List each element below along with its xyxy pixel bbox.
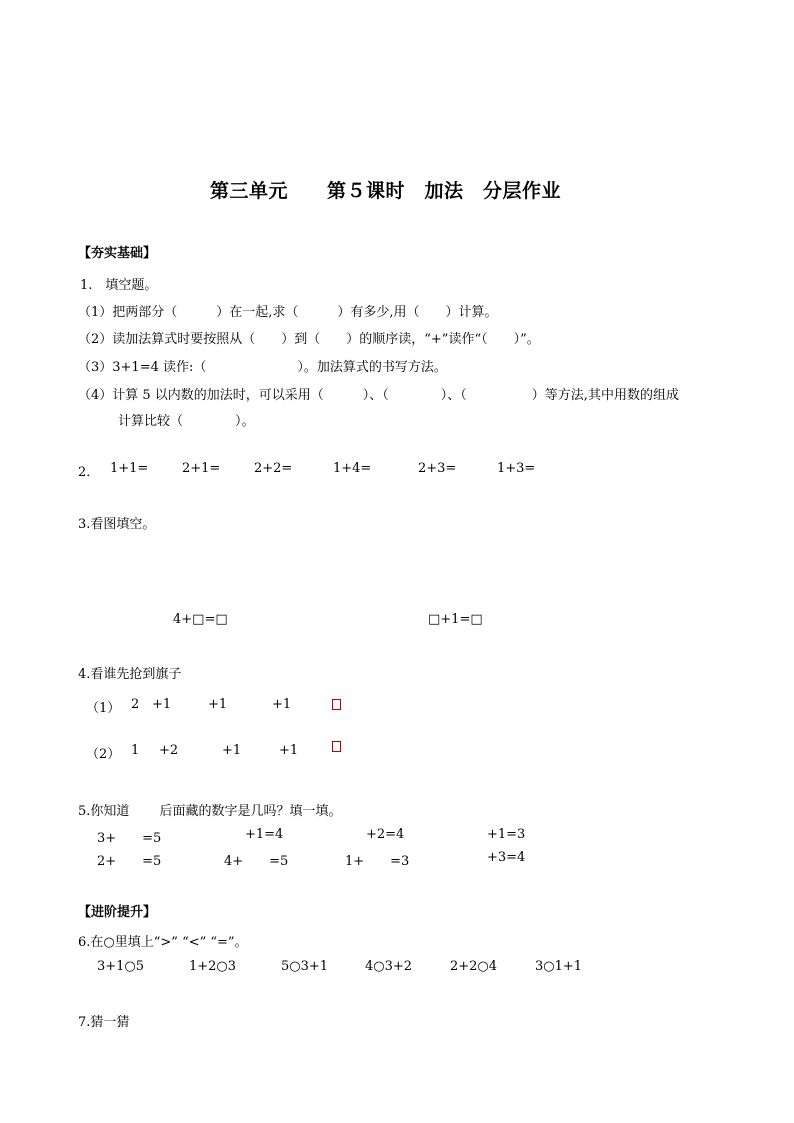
flag-icon: [332, 699, 341, 710]
section-heading-basic: 【夯实基础】: [78, 246, 157, 261]
q5-row1-item: +1=4: [245, 827, 284, 842]
q2-item: 2+1=: [182, 461, 221, 476]
q6-item: 4○3+2: [365, 959, 413, 974]
q4-row2-step: +1: [222, 743, 242, 758]
q1-item-2: （2）读加法算式时要按照从（ ）到（ ）的顺序读，“+”读作“（ ）”。: [78, 332, 540, 347]
q2-item: 1+3=: [497, 461, 536, 476]
q3-left-equation: 4+□=□: [173, 612, 228, 627]
q4-heading: 4.看谁先抢到旗子: [78, 667, 182, 682]
q2-item: 2+2=: [254, 461, 293, 476]
q3-heading: 3.看图填空。: [78, 517, 156, 532]
q4-row1-step: +1: [208, 697, 228, 712]
q3-right-equation: □+1=□: [428, 612, 483, 627]
q7-heading: 7.猜一猜: [78, 1015, 130, 1030]
q6-item: 2+2○4: [450, 959, 498, 974]
q2-item: 1+1=: [110, 461, 149, 476]
q5-row1-item: +1=3: [487, 827, 526, 842]
q5-heading: 5.你知道 后面藏的数字是几吗？填一填。: [78, 804, 342, 819]
q4-row2-step: +2: [159, 743, 179, 758]
q1-item-4: （4）计算 5 以内数的加法时，可以采用（ ）、（ ）、（ ）等方法,其中用数的组成: [78, 388, 679, 403]
q6-item: 3○1+1: [535, 959, 583, 974]
q4-row2-start: 1: [131, 743, 140, 758]
q1-item-3: （3）3+1=4 读作:（ ）。加法算式的书写方法。: [78, 360, 447, 375]
q5-row1-item: +2=4: [366, 827, 405, 842]
q5-row1-item: 3+ =5: [97, 831, 162, 846]
q5-row2-item: 2+ =5: [97, 854, 162, 869]
q6-item: 3+1○5: [97, 959, 145, 974]
q4-row1-step: +1: [272, 697, 292, 712]
q2-item: 1+4=: [333, 461, 372, 476]
q6-item: 1+2○3: [189, 959, 237, 974]
q2-item: 2+3=: [418, 461, 457, 476]
q4-row2-step: +1: [279, 743, 299, 758]
q1-item-4-continuation: 计算比较（ ）。: [118, 414, 255, 429]
q4-row2-label: （2）: [86, 747, 121, 762]
flag-icon: [332, 741, 341, 752]
section-heading-advanced: 【进阶提升】: [78, 905, 157, 920]
q6-item: 5○3+1: [281, 959, 329, 974]
q1-heading: 1. 填空题。: [80, 278, 158, 293]
page-title: 第三单元 第５课时 加法 分层作业: [210, 180, 562, 202]
q4-row1-start: 2: [131, 697, 140, 712]
q5-row2-item: +3=4: [487, 850, 526, 865]
q6-heading: 6.在○里填上“>” “<” “=”。: [78, 935, 248, 950]
q4-row1-label: （1）: [86, 701, 121, 716]
q4-row1-step: +1: [152, 697, 172, 712]
q1-item-1: （1）把两部分（ ）在一起,求（ ）有多少,用（ ）计算。: [78, 305, 498, 320]
q2-label: 2．: [78, 465, 100, 480]
q5-row2-item: 4+ =5: [224, 854, 289, 869]
q5-row2-item: 1+ =3: [345, 854, 410, 869]
